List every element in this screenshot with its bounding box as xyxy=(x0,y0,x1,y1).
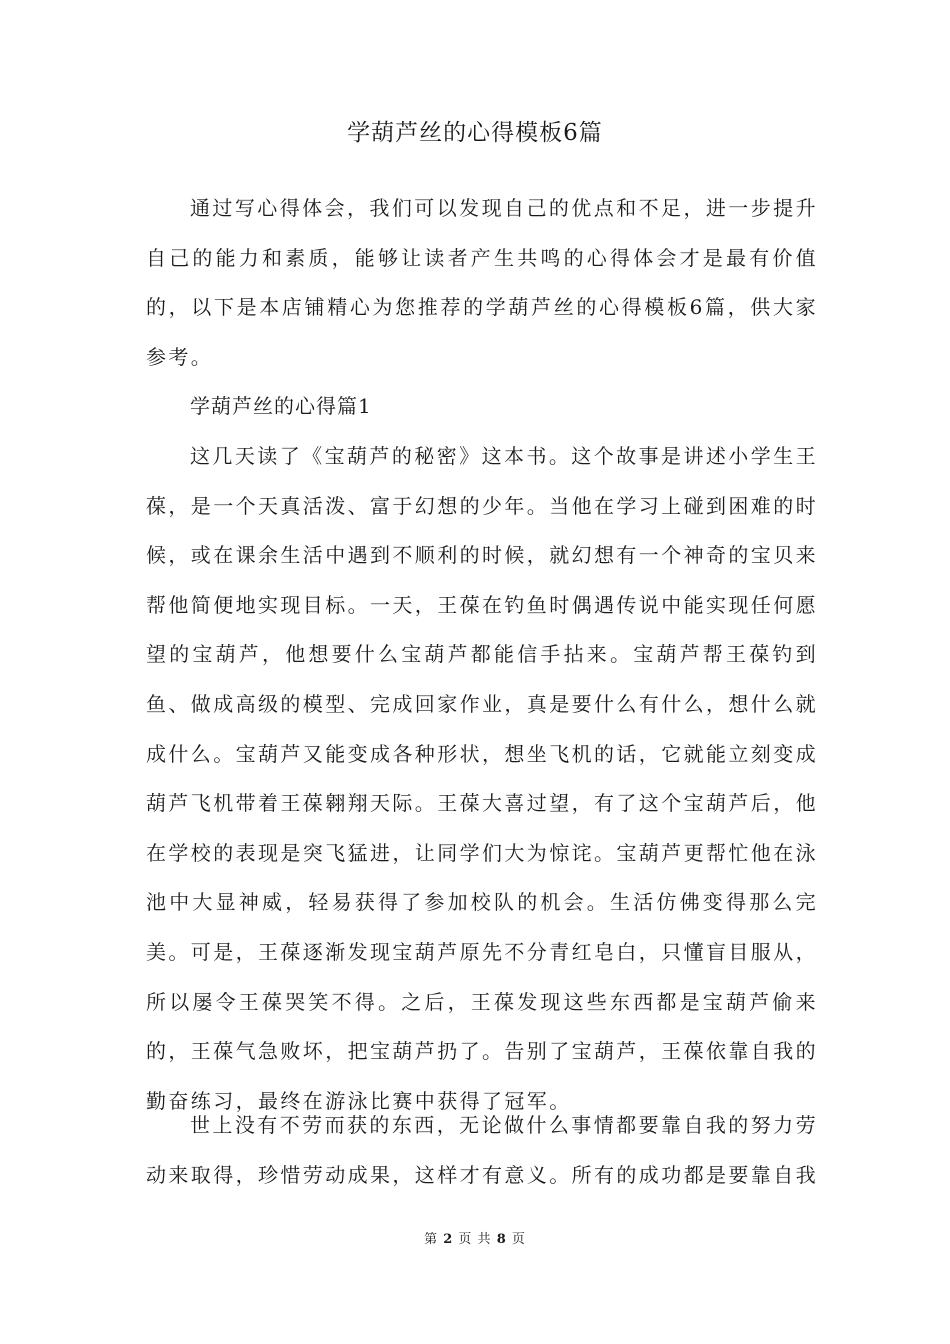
document-body-continued xyxy=(146,1101,818,1200)
document-body xyxy=(146,184,818,1126)
total-page-count: 8 xyxy=(496,1232,507,1247)
footer-prefix: 第 xyxy=(424,1232,439,1247)
intro-paragraph: 通过写心得体会，我们可以发现自己的优点和不足，进一步提升自己的能力和素质，能够让读者产生共鸣的心得体会才是最有价值的，以下是本店铺精心为您推荐的学葫芦丝的心得模板6篇，供大家参考。 xyxy=(146,196,818,369)
document-title: 学葫芦丝的心得模板6篇 xyxy=(347,120,603,146)
footer-suffix: 页 xyxy=(511,1232,526,1247)
page-footer xyxy=(0,1230,950,1250)
section-heading: 学葫芦丝的心得篇1 xyxy=(190,394,372,419)
reflection-paragraph: 世上没有不劳而获的东西，无论做什么事情都要靠自我的努力劳动来取得，珍惜劳动成果，这样才有意义。所有的成功都是要靠自我 xyxy=(146,1113,818,1187)
current-page-number: 2 xyxy=(443,1232,454,1247)
story-paragraph: 这几天读了《宝葫芦的秘密》这本书。这个故事是讲述小学生王葆，是一个天真活泼、富于幻想的少年。当他在学习上碰到困难的时候，或在课余生活中遇到不顺利的时候，就幻想有一个神奇的宝贝来帮他简便地实现目标。一天，王葆在钓鱼时偶遇传说中能实现任何愿望的宝葫芦，他想要什么宝葫芦都能信手拈来。宝葫芦帮王葆钓到鱼、做成高级的模型、完成回家作业，真是要什么有什么，想什么就成什么。宝葫芦又能变成各种形状，想坐飞机的话，它就能立刻变成葫芦飞机带着王葆翱翔天际。王葆大喜过望，有了这个宝葫芦后，他在学校的表现是突飞猛进，让同学们大为惊诧。宝葫芦更帮忙他在泳池中大显神威，轻易获得了参加校队的机会。生活仿佛变得那么完美。可是，王葆逐渐发现宝葫芦原先不分青红皂白，只懂盲目服从，所以屡令王葆哭笑不得。之后，王葆发现这些东西都是宝葫芦偷来的，王葆气急败坏，把宝葫芦扔了。告别了宝葫芦，王葆依靠自我的勤奋练习，最终在游泳比赛中获得了冠军。 xyxy=(146,443,818,1113)
footer-middle: 页 共 xyxy=(458,1232,492,1247)
